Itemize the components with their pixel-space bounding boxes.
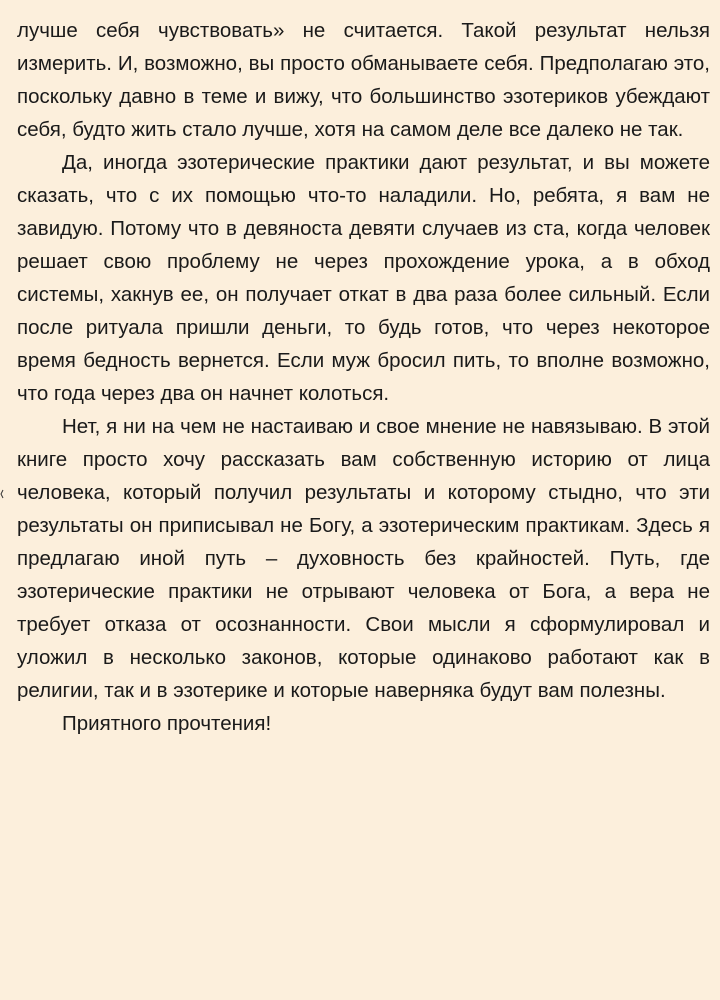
paragraph-2: Да, иногда эзотерические практики дают результат, и вы можете сказать, что с их помощью что-то наладили. Но, ребята, я вам не завидую. Потому что в девяноста девяти случаев из ста, когда человек решает свою проблему не через прохождение урока, а в обход системы, хакнув ее, он получает откат в два раза более сильный. Если после ритуала пришли деньги, то будь готов, что через некоторое время бедность вернется. Если муж бросил пить, то вполне возможно, что года через два он начнет колоться. <box>17 151 710 405</box>
paragraph-4: Приятного прочтения! <box>62 712 272 735</box>
paragraph-1: лучше себя чувствовать» не считается. Такой результат нельзя измерить. И, возможно, вы просто обманываете себя. Предполагаю это, поскольку давно в теме и вижу, что большинство эзотериков убеждают себя, будто жить стало лучше, хотя на самом деле все далеко не так. <box>17 19 710 141</box>
page-edge-mark-icon <box>0 486 4 510</box>
paragraph-3: Нет, я ни на чем не настаиваю и свое мнение не навязываю. В этой книге просто хочу рассказать вам собственную историю от лица человека, который получил результаты и которому стыдно, что эти результаты он приписывал не Богу, а эзотерическим практикам. Здесь я предлагаю иной путь – духовность без крайностей. Путь, где эзотерические практики не отрывают человека от Бога, а вера не требует отказа от осознанности. Свои мысли я сформулировал и уложил в несколько законов, которые одинаково работают как в религии, так и в эзотерике и которые наверняка будут вам полезны. <box>17 415 710 702</box>
document-page <box>17 14 710 740</box>
